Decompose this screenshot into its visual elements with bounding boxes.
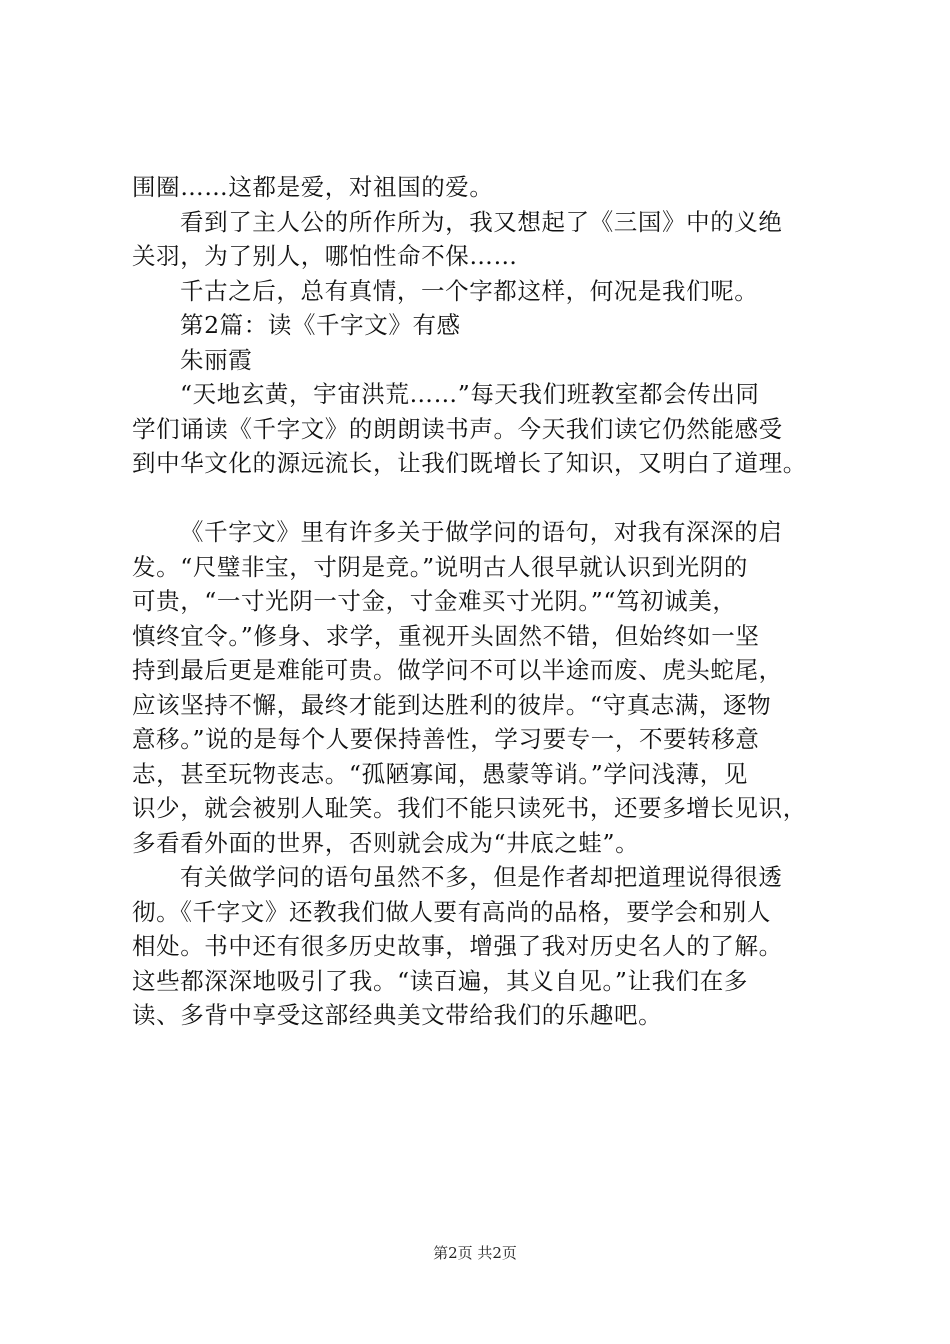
- text-line: 学们诵读《千字文》的朗朗读书声。今天我们读它仍然能感受: [132, 414, 783, 443]
- text-line: 有关做学问的语句虽然不多，但是作者却把道理说得很透: [180, 863, 783, 891]
- page-footer: 第2页 共2页: [433, 1244, 517, 1262]
- text-line: 千古之后，总有真情，一个字都这样，何况是我们呢。: [180, 276, 759, 305]
- text-line: 发。“尺璧非宝，寸阴是竞。”说明古人很早就认识到光阴的: [132, 552, 748, 581]
- text-line: 彻。《千字文》还教我们做人要有高尚的品格，要学会和别人: [132, 897, 771, 926]
- text-line: 志，甚至玩物丧志。“孤陋寡闻，愚蒙等诮。”学问浅薄，见: [132, 759, 748, 788]
- text-line: “天地玄黄，宇宙洪荒……”每天我们班教室都会传出同: [180, 380, 760, 408]
- text-line: 这些都深深地吸引了我。“读百遍，其义自见。”让我们在多: [132, 966, 748, 995]
- blank-line: [132, 481, 852, 516]
- text-line: 慎终宜令。”修身、求学，重视开头固然不错，但始终如一坚: [132, 621, 760, 650]
- text-line: 关羽，为了别人，哪怕性命不保……: [132, 242, 518, 270]
- text-line: 应该坚持不懈，最终才能到达胜利的彼岸。“守真志满，逐物: [132, 690, 772, 719]
- text-line: 持到最后更是难能可贵。做学问不可以半途而废、虎头蛇尾，: [132, 656, 783, 684]
- text-line: 到中华文化的源远流长，让我们既增长了知识，又明白了道理。: [132, 449, 807, 477]
- text-line: 第2篇：读《千字文》有感: [180, 311, 461, 339]
- document-body: [132, 170, 852, 1033]
- text-line: 相处。书中还有很多历史故事，增强了我对历史名人的了解。: [132, 932, 783, 960]
- text-line: 多看看外面的世界，否则就会成为“井底之蛙”。: [132, 828, 640, 857]
- text-line: 围圈……这都是爱，对祖国的爱。: [132, 173, 494, 201]
- text-line: 识少，就会被别人耻笑。我们不能只读死书，还要多增长见识，: [132, 794, 807, 822]
- text-line: 朱丽霞: [180, 345, 253, 374]
- text-line: 可贵，“一寸光阴一寸金，寸金难买寸光阴。”“笃初诚美，: [132, 587, 737, 615]
- text-line: 意移。”说的是每个人要保持善性，学习要专一，不要转移意: [132, 725, 760, 753]
- text-line: 看到了主人公的所作所为，我又想起了《三国》中的义绝: [180, 207, 783, 236]
- text-line: 《千字文》里有许多关于做学问的语句，对我有深深的启: [180, 518, 783, 546]
- text-line: 读、多背中享受这部经典美文带给我们的乐趣吧。: [132, 1001, 663, 1029]
